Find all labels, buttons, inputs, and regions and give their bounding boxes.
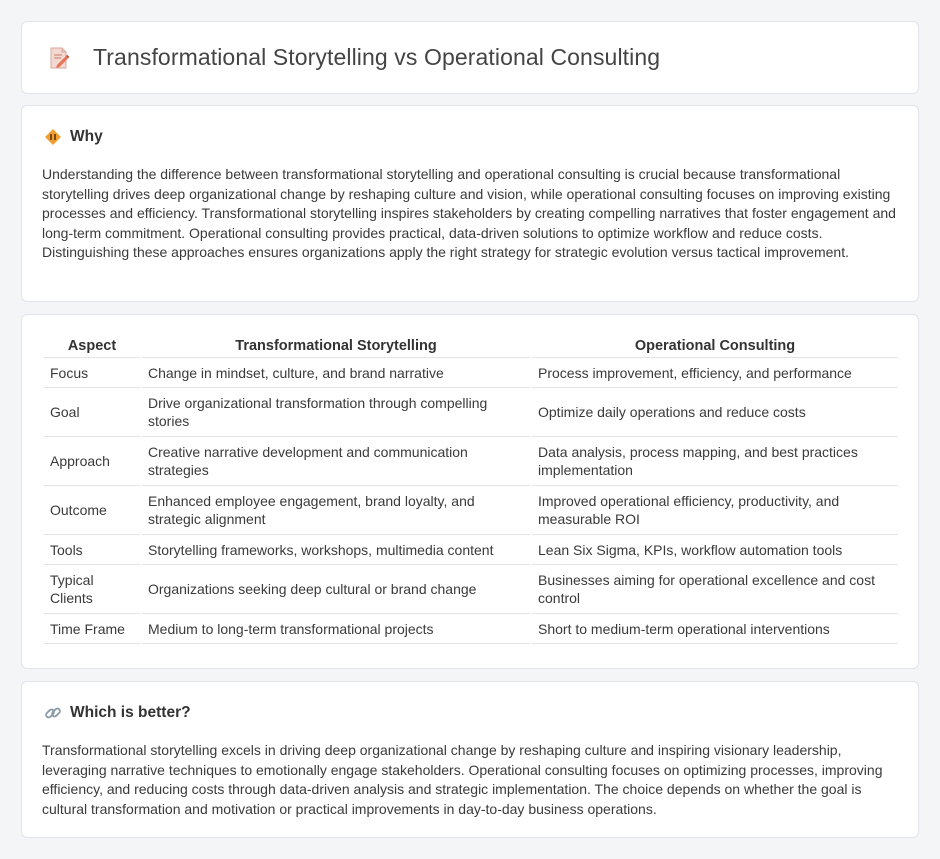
- page-title: Transformational Storytelling vs Operational Consulting: [93, 44, 661, 70]
- comparison-section: [21, 314, 919, 669]
- storytelling-cell: Medium to long-term transformational projects: [142, 614, 530, 644]
- consulting-cell: Lean Six Sigma, KPIs, workflow automation tools: [532, 535, 898, 565]
- consulting-cell: Optimize daily operations and reduce costs: [532, 388, 898, 437]
- table-row: [44, 535, 898, 565]
- storytelling-cell: Drive organizational transformation through compelling stories: [142, 388, 530, 437]
- better-text: Transformational storytelling excels in driving deep organizational change by reshaping culture and inspiring visionary leadership, leveraging narrative techniques to emotionally engage stakeholders. Operational consulting focuses on optimizing processes, improving efficiency, and reducing costs through data-driven analysis and strategic implementation. The choice depends on whether the goal is cultural transformation and motivation or practical improvements in day-to-day business operations.: [42, 742, 883, 817]
- column-header-aspect: Aspect: [44, 335, 140, 358]
- why-section: [21, 105, 919, 302]
- comparison-table: [42, 335, 900, 644]
- consulting-cell: Improved operational efficiency, productivity, and measurable ROI: [532, 486, 898, 535]
- why-text: Understanding the difference between transformational storytelling and operational consulting is crucial because transformational storytelling drives deep organizational change by reshaping culture and vision, while operational consulting focuses on improving existing processes and efficiency. Transformational storytelling inspires stakeholders by creating compelling narratives that foster engagement and long-term commitment. Operational consulting provides practical, data-driven solutions to optimize workflow and reduce costs. Distinguishing these approaches ensures organizations apply the right strategy for strategic evolution versus tactical improvement.: [42, 166, 896, 260]
- title-card: [21, 21, 919, 94]
- diamond-warning-icon: [44, 128, 62, 146]
- table-row: [44, 388, 898, 437]
- consulting-cell: Businesses aiming for operational excellence and cost control: [532, 565, 898, 614]
- storytelling-cell: Enhanced employee engagement, brand loyalty, and strategic alignment: [142, 486, 530, 535]
- column-header-consulting: Operational Consulting: [532, 335, 898, 358]
- why-heading: Why: [70, 128, 103, 145]
- aspect-cell: Outcome: [44, 486, 140, 535]
- better-heading-row: [44, 704, 191, 722]
- why-heading-row: [44, 128, 103, 146]
- storytelling-cell: Organizations seeking deep cultural or brand change: [142, 565, 530, 614]
- table-row: [44, 565, 898, 614]
- consulting-cell: Process improvement, efficiency, and performance: [532, 358, 898, 388]
- table-row: [44, 358, 898, 388]
- table-row: [44, 614, 898, 644]
- better-section: [21, 681, 919, 838]
- aspect-cell: Time Frame: [44, 614, 140, 644]
- document-pencil-icon: [47, 46, 71, 70]
- column-header-storytelling: Transformational Storytelling: [142, 335, 530, 358]
- link-icon: [44, 704, 62, 722]
- table-row: [44, 437, 898, 486]
- storytelling-cell: Creative narrative development and communication strategies: [142, 437, 530, 486]
- aspect-cell: Focus: [44, 358, 140, 388]
- aspect-cell: Goal: [44, 388, 140, 437]
- better-heading: Which is better?: [70, 704, 191, 721]
- aspect-cell: Typical Clients: [44, 565, 140, 614]
- aspect-cell: Tools: [44, 535, 140, 565]
- consulting-cell: Short to medium-term operational interventions: [532, 614, 898, 644]
- table-header-row: [44, 335, 898, 358]
- table-row: [44, 486, 898, 535]
- storytelling-cell: Storytelling frameworks, workshops, multimedia content: [142, 535, 530, 565]
- storytelling-cell: Change in mindset, culture, and brand narrative: [142, 358, 530, 388]
- aspect-cell: Approach: [44, 437, 140, 486]
- consulting-cell: Data analysis, process mapping, and best practices implementation: [532, 437, 898, 486]
